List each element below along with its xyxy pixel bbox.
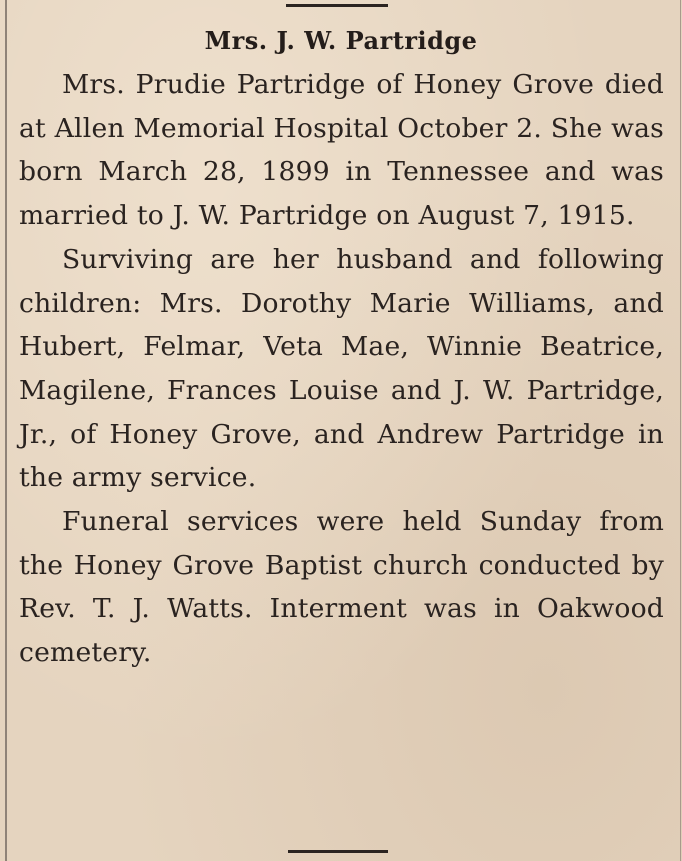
paragraph-survivors: Surviving are her husband and following children: Mrs. Dorothy Marie Williams, and Hubert, Felmar, Veta Mae, Winnie Beatrice, Magilene, Frances Louise and J. W. Partridge, Jr., of Honey Grove, and Andrew Partridge in the army service. xyxy=(19,243,664,494)
column-rule-left xyxy=(5,0,7,861)
article-body xyxy=(19,63,664,675)
top-separator-dash xyxy=(286,4,388,7)
paragraph-death-notice: Mrs. Prudie Partridge of Honey Grove died at Allen Memorial Hospital October 2. She was born March 28, 1899 in Tennessee and was married to J. W. Partridge on August 7, 1915. xyxy=(19,69,664,232)
bottom-separator-dash xyxy=(288,850,388,853)
article-headline: Mrs. J. W. Partridge xyxy=(204,26,478,55)
paragraph-funeral: Funeral services were held Sunday from the Honey Grove Baptist church conducted by Rev. T. J. Watts. Interment was in Oakwood cemetery. xyxy=(19,506,664,669)
column-rule-right xyxy=(680,0,681,861)
